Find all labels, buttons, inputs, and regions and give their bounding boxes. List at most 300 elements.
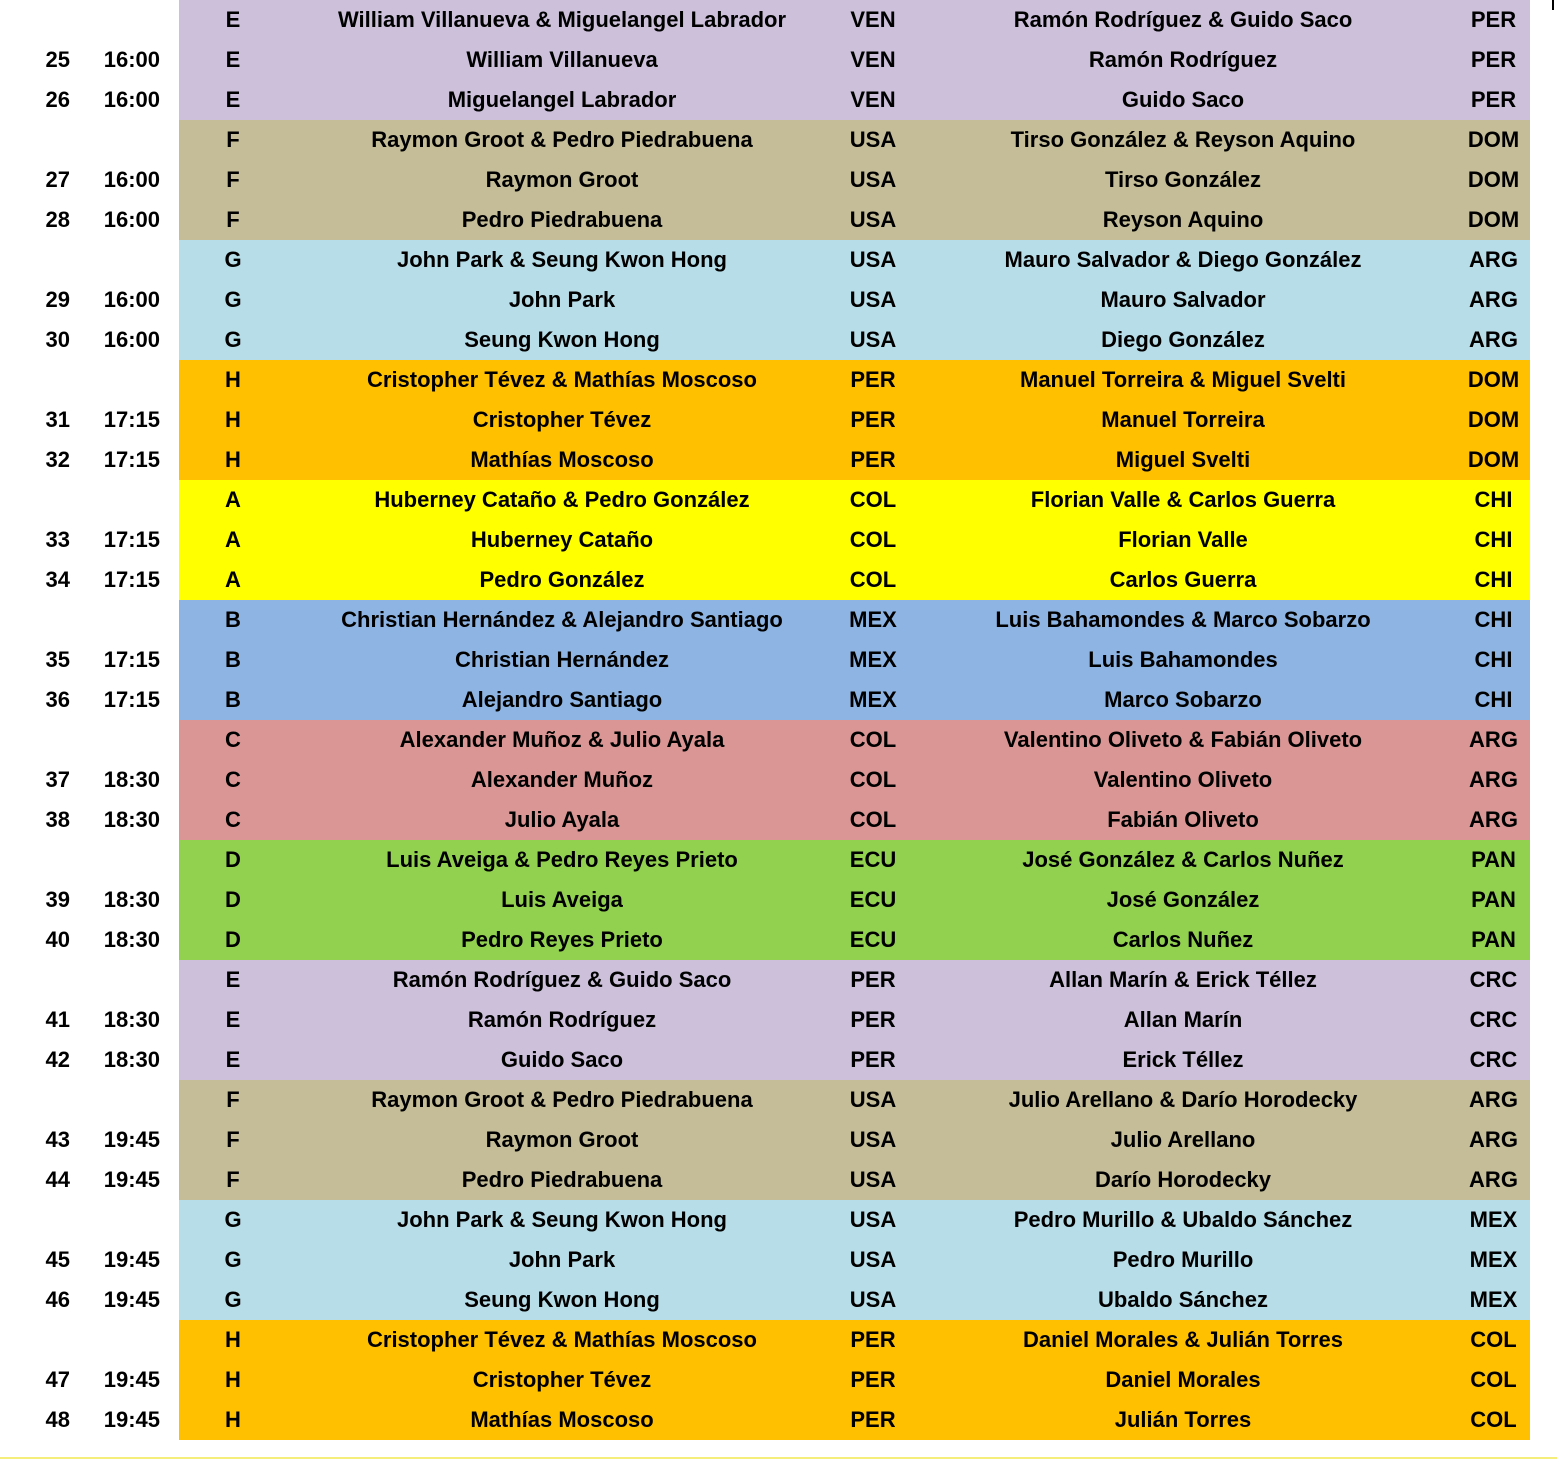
group-letter: B — [225, 607, 241, 632]
group-letter-cell — [179, 640, 287, 680]
player-2-name: Daniel Morales — [1105, 1367, 1261, 1392]
group-letter: G — [224, 247, 242, 272]
player-2-country: ARG — [1469, 287, 1518, 312]
match-number-cell — [0, 1080, 70, 1120]
player-1-name: Raymon Groot & Pedro Piedrabuena — [371, 127, 753, 152]
match-number-cell — [0, 400, 70, 440]
match-time: 16:00 — [103, 167, 160, 192]
player-1-name-cell — [287, 0, 837, 40]
player-2-country-cell — [1457, 240, 1530, 280]
player-2-name-cell — [909, 240, 1457, 280]
match-time-cell — [70, 80, 179, 120]
player-2-name-cell — [909, 600, 1457, 640]
player-2-country: DOM — [1467, 207, 1520, 232]
player-2-name-cell — [909, 560, 1457, 600]
player-2-country-cell — [1457, 1200, 1530, 1240]
player-2-name: Allan Marín — [1123, 1007, 1243, 1032]
match-row — [0, 1320, 1530, 1360]
player-2-name: Tirso González — [1104, 167, 1262, 192]
match-time: 17:15 — [103, 447, 160, 472]
player-1-country: USA — [849, 1247, 897, 1272]
group-letter-cell — [179, 1160, 287, 1200]
group-letter: E — [225, 87, 241, 112]
match-row — [0, 1360, 1530, 1400]
match-row — [0, 880, 1530, 920]
group-letter: C — [225, 807, 241, 832]
match-row — [0, 400, 1530, 440]
match-time-cell — [70, 320, 179, 360]
player-1-country: PER — [850, 1007, 896, 1032]
player-1-name-cell — [287, 600, 837, 640]
player-1-country: MEX — [849, 607, 897, 632]
match-time: 19:45 — [103, 1167, 160, 1192]
player-2-name: Fabián Oliveto — [1107, 807, 1259, 832]
group-letter: F — [226, 1167, 240, 1192]
match-number: 36 — [45, 687, 70, 712]
group-letter: G — [224, 1207, 242, 1232]
player-2-country-cell — [1457, 0, 1530, 40]
match-time: 18:30 — [103, 927, 160, 952]
match-time: 16:00 — [103, 207, 160, 232]
player-1-country-cell — [837, 160, 909, 200]
player-2-country-cell — [1457, 920, 1530, 960]
match-time-cell — [70, 520, 179, 560]
match-number-cell — [0, 560, 70, 600]
player-2-name: Marco Sobarzo — [1104, 687, 1262, 712]
player-2-name: Florian Valle — [1118, 527, 1248, 552]
player-2-country: CHI — [1474, 527, 1513, 552]
player-2-country-cell — [1457, 1400, 1530, 1440]
player-2-country-cell — [1457, 800, 1530, 840]
player-2-country-cell — [1457, 560, 1530, 600]
player-2-name: Valentino Oliveto — [1093, 767, 1273, 792]
group-letter-cell — [179, 1280, 287, 1320]
player-1-name-cell — [287, 1240, 837, 1280]
group-letter: A — [225, 567, 241, 592]
match-number: 32 — [45, 447, 70, 472]
player-2-country: DOM — [1467, 407, 1520, 432]
match-number: 47 — [45, 1367, 70, 1392]
match-row — [0, 920, 1530, 960]
player-1-name: Raymon Groot — [485, 1127, 639, 1152]
player-1-country: COL — [849, 487, 897, 512]
player-1-country: USA — [849, 1127, 897, 1152]
match-time: 19:45 — [103, 1127, 160, 1152]
group-letter-cell — [179, 120, 287, 160]
player-2-country-cell — [1457, 680, 1530, 720]
match-row — [0, 1120, 1530, 1160]
group-letter: H — [225, 1367, 241, 1392]
group-letter: H — [225, 1327, 241, 1352]
match-number: 48 — [45, 1407, 70, 1432]
match-time: 18:30 — [103, 1007, 160, 1032]
player-2-country: MEX — [1469, 1247, 1518, 1272]
group-letter: F — [226, 1087, 240, 1112]
player-1-name: John Park — [508, 1247, 616, 1272]
match-number-cell — [0, 1280, 70, 1320]
match-row — [0, 720, 1530, 760]
player-2-country-cell — [1457, 120, 1530, 160]
player-1-country-cell — [837, 240, 909, 280]
match-row — [0, 480, 1530, 520]
match-number: 43 — [45, 1127, 70, 1152]
player-1-country-cell — [837, 40, 909, 80]
player-1-name-cell — [287, 800, 837, 840]
player-1-name-cell — [287, 400, 837, 440]
player-1-name: Huberney Cataño & Pedro González — [374, 487, 750, 512]
player-1-name-cell — [287, 320, 837, 360]
player-2-country: PER — [1470, 47, 1517, 72]
player-2-country: DOM — [1467, 167, 1520, 192]
match-time-cell — [70, 720, 179, 760]
player-2-name: Ramón Rodríguez — [1088, 47, 1278, 72]
match-time: 19:45 — [103, 1287, 160, 1312]
player-1-country: USA — [849, 247, 897, 272]
match-number-cell — [0, 680, 70, 720]
player-1-name-cell — [287, 680, 837, 720]
player-2-name-cell — [909, 440, 1457, 480]
player-2-country-cell — [1457, 840, 1530, 880]
group-letter: E — [225, 1007, 241, 1032]
player-1-country: PER — [850, 1327, 896, 1352]
player-1-name: Luis Aveiga & Pedro Reyes Prieto — [386, 847, 738, 872]
group-letter-cell — [179, 1320, 287, 1360]
group-letter: C — [225, 767, 241, 792]
player-2-name-cell — [909, 1040, 1457, 1080]
player-2-name-cell — [909, 120, 1457, 160]
player-2-name-cell — [909, 1400, 1457, 1440]
player-2-country: ARG — [1469, 1167, 1518, 1192]
player-1-name-cell — [287, 1320, 837, 1360]
group-letter-cell — [179, 280, 287, 320]
player-1-country: COL — [849, 807, 897, 832]
match-row — [0, 1000, 1530, 1040]
player-1-country-cell — [837, 1200, 909, 1240]
match-number-cell — [0, 720, 70, 760]
player-1-country-cell — [837, 1000, 909, 1040]
match-time: 19:45 — [103, 1367, 160, 1392]
match-row — [0, 680, 1530, 720]
player-1-country: USA — [849, 287, 897, 312]
player-2-country: CRC — [1469, 1047, 1518, 1072]
group-letter: D — [225, 887, 241, 912]
player-2-name: Daniel Morales & Julián Torres — [1023, 1327, 1343, 1352]
player-1-country-cell — [837, 320, 909, 360]
player-2-country: COL — [1470, 1327, 1517, 1352]
group-letter-cell — [179, 320, 287, 360]
match-row — [0, 320, 1530, 360]
match-number-cell — [0, 440, 70, 480]
group-letter: F — [226, 207, 240, 232]
match-number-cell — [0, 80, 70, 120]
match-number: 31 — [45, 407, 70, 432]
player-1-country-cell — [837, 560, 909, 600]
match-time: 19:45 — [103, 1247, 160, 1272]
player-2-country: CHI — [1474, 687, 1513, 712]
player-2-name: Reyson Aquino — [1102, 207, 1264, 232]
player-2-name-cell — [909, 720, 1457, 760]
match-time: 16:00 — [103, 87, 160, 112]
match-row — [0, 1160, 1530, 1200]
player-2-country-cell — [1457, 360, 1530, 400]
player-1-name-cell — [287, 1120, 837, 1160]
player-2-name-cell — [909, 40, 1457, 80]
group-letter-cell — [179, 1080, 287, 1120]
player-1-country: USA — [849, 1287, 897, 1312]
match-number-cell — [0, 120, 70, 160]
match-time: 18:30 — [103, 767, 160, 792]
player-2-name-cell — [909, 1320, 1457, 1360]
match-row — [0, 440, 1530, 480]
group-letter-cell — [179, 1240, 287, 1280]
match-number-cell — [0, 1360, 70, 1400]
player-2-country: ARG — [1469, 1087, 1518, 1112]
match-row — [0, 1400, 1530, 1440]
edge-mark — [1552, 0, 1554, 10]
player-1-name: Christian Hernández — [455, 647, 669, 672]
player-1-name: Cristopher Tévez — [472, 407, 652, 432]
match-row — [0, 240, 1530, 280]
match-time-cell — [70, 960, 179, 1000]
player-1-country-cell — [837, 600, 909, 640]
match-number-cell — [0, 360, 70, 400]
player-1-name: Seung Kwon Hong — [464, 1287, 660, 1312]
match-row — [0, 520, 1530, 560]
match-time-cell — [70, 440, 179, 480]
player-1-name-cell — [287, 440, 837, 480]
player-1-country: VEN — [850, 7, 896, 32]
group-letter: B — [225, 647, 241, 672]
player-1-country: ECU — [849, 847, 897, 872]
match-time-cell — [70, 480, 179, 520]
player-1-country-cell — [837, 960, 909, 1000]
player-2-name: Erick Téllez — [1122, 1047, 1244, 1072]
match-time-cell — [70, 800, 179, 840]
match-number: 33 — [45, 527, 70, 552]
match-time: 18:30 — [103, 887, 160, 912]
group-letter-cell — [179, 360, 287, 400]
player-1-country: ECU — [849, 927, 897, 952]
match-row — [0, 280, 1530, 320]
match-number-cell — [0, 1000, 70, 1040]
player-2-name-cell — [909, 1000, 1457, 1040]
player-2-country: CRC — [1469, 967, 1518, 992]
group-letter-cell — [179, 720, 287, 760]
player-1-country: USA — [849, 127, 897, 152]
player-2-name-cell — [909, 520, 1457, 560]
player-1-country: ECU — [849, 887, 897, 912]
match-number-cell — [0, 840, 70, 880]
player-1-name-cell — [287, 240, 837, 280]
player-2-name: Valentino Oliveto & Fabián Oliveto — [1003, 727, 1363, 752]
match-number: 35 — [45, 647, 70, 672]
player-2-name: Allan Marín & Erick Téllez — [1049, 967, 1317, 992]
player-2-country-cell — [1457, 880, 1530, 920]
player-1-name: Ramón Rodríguez — [467, 1007, 657, 1032]
group-letter-cell — [179, 520, 287, 560]
match-number-cell — [0, 160, 70, 200]
match-row — [0, 160, 1530, 200]
player-1-country-cell — [837, 1400, 909, 1440]
group-letter-cell — [179, 880, 287, 920]
player-1-country: COL — [849, 527, 897, 552]
player-1-name-cell — [287, 160, 837, 200]
player-1-country-cell — [837, 1120, 909, 1160]
player-2-name-cell — [909, 360, 1457, 400]
player-1-name: John Park & Seung Kwon Hong — [396, 1207, 727, 1232]
group-letter: A — [225, 527, 241, 552]
player-1-name: Pedro Reyes Prieto — [461, 927, 663, 952]
player-2-name-cell — [909, 1200, 1457, 1240]
player-2-name-cell — [909, 160, 1457, 200]
player-1-name-cell — [287, 1200, 837, 1240]
player-1-country-cell — [837, 520, 909, 560]
match-number-cell — [0, 800, 70, 840]
player-1-name-cell — [287, 80, 837, 120]
group-letter: H — [225, 407, 241, 432]
match-time-cell — [70, 760, 179, 800]
player-1-country-cell — [837, 640, 909, 680]
player-2-country: PAN — [1471, 927, 1516, 952]
player-2-name-cell — [909, 0, 1457, 40]
match-number-cell — [0, 520, 70, 560]
player-2-name-cell — [909, 1120, 1457, 1160]
group-letter-cell — [179, 920, 287, 960]
group-letter: B — [225, 687, 241, 712]
player-2-name-cell — [909, 920, 1457, 960]
player-2-name-cell — [909, 320, 1457, 360]
player-2-name-cell — [909, 800, 1457, 840]
match-number-cell — [0, 1240, 70, 1280]
match-time-cell — [70, 1080, 179, 1120]
player-2-name: José González & Carlos Nuñez — [1022, 847, 1344, 872]
match-row — [0, 0, 1530, 40]
player-2-country-cell — [1457, 280, 1530, 320]
match-row — [0, 1280, 1530, 1320]
match-number: 30 — [45, 327, 70, 352]
match-row — [0, 120, 1530, 160]
group-letter-cell — [179, 80, 287, 120]
match-number: 40 — [45, 927, 70, 952]
player-2-country: CHI — [1474, 607, 1513, 632]
group-letter-cell — [179, 1360, 287, 1400]
group-letter-cell — [179, 760, 287, 800]
match-number-cell — [0, 0, 70, 40]
group-letter-cell — [179, 1200, 287, 1240]
player-1-name-cell — [287, 1400, 837, 1440]
group-letter-cell — [179, 600, 287, 640]
match-number: 29 — [45, 287, 70, 312]
player-1-country: VEN — [850, 47, 896, 72]
match-row — [0, 800, 1530, 840]
group-letter: G — [224, 327, 242, 352]
player-2-country: ARG — [1469, 1127, 1518, 1152]
player-2-country-cell — [1457, 40, 1530, 80]
match-time: 16:00 — [103, 327, 160, 352]
group-letter-cell — [179, 160, 287, 200]
match-number: 27 — [45, 167, 70, 192]
player-2-name-cell — [909, 400, 1457, 440]
group-letter: E — [225, 7, 241, 32]
group-letter: A — [225, 487, 241, 512]
match-row — [0, 1200, 1530, 1240]
player-2-name: Carlos Nuñez — [1112, 927, 1254, 952]
group-letter-cell — [179, 400, 287, 440]
match-number: 39 — [45, 887, 70, 912]
match-time-cell — [70, 640, 179, 680]
player-1-country-cell — [837, 120, 909, 160]
match-time: 16:00 — [103, 47, 160, 72]
match-number-cell — [0, 1040, 70, 1080]
group-letter: F — [226, 127, 240, 152]
player-1-name: Christian Hernández & Alejandro Santiago — [341, 607, 783, 632]
match-number-cell — [0, 1400, 70, 1440]
group-letter-cell — [179, 1120, 287, 1160]
group-letter: H — [225, 447, 241, 472]
player-1-name-cell — [287, 200, 837, 240]
match-number-cell — [0, 920, 70, 960]
match-number: 42 — [45, 1047, 70, 1072]
player-2-name: José González — [1106, 887, 1260, 912]
player-2-country: ARG — [1469, 247, 1518, 272]
player-2-country-cell — [1457, 1120, 1530, 1160]
player-2-name-cell — [909, 200, 1457, 240]
match-number-cell — [0, 1320, 70, 1360]
match-number-cell — [0, 40, 70, 80]
player-2-country-cell — [1457, 1240, 1530, 1280]
player-2-country: DOM — [1467, 367, 1520, 392]
match-time: 17:15 — [103, 687, 160, 712]
match-number-cell — [0, 1200, 70, 1240]
match-number: 37 — [45, 767, 70, 792]
match-time: 17:15 — [103, 527, 160, 552]
player-1-name: Raymon Groot & Pedro Piedrabuena — [371, 1087, 753, 1112]
group-letter-cell — [179, 1000, 287, 1040]
player-2-country-cell — [1457, 200, 1530, 240]
player-2-name: Luis Bahamondes & Marco Sobarzo — [995, 607, 1371, 632]
player-2-country-cell — [1457, 320, 1530, 360]
group-letter: G — [224, 1287, 242, 1312]
match-row — [0, 360, 1530, 400]
player-2-name-cell — [909, 880, 1457, 920]
match-time-cell — [70, 840, 179, 880]
match-time: 18:30 — [103, 1047, 160, 1072]
match-time-cell — [70, 40, 179, 80]
group-letter: H — [225, 367, 241, 392]
player-1-name-cell — [287, 1000, 837, 1040]
player-1-country-cell — [837, 1360, 909, 1400]
player-1-country-cell — [837, 200, 909, 240]
match-time-cell — [70, 360, 179, 400]
match-time-cell — [70, 1120, 179, 1160]
match-time-cell — [70, 600, 179, 640]
player-1-name: Julio Ayala — [504, 807, 620, 832]
player-1-country: PER — [850, 367, 896, 392]
player-1-country: PER — [850, 1367, 896, 1392]
match-time-cell — [70, 120, 179, 160]
match-row — [0, 1080, 1530, 1120]
match-number-cell — [0, 320, 70, 360]
player-2-name-cell — [909, 1280, 1457, 1320]
player-2-country-cell — [1457, 1000, 1530, 1040]
match-number: 26 — [45, 87, 70, 112]
player-1-country: USA — [849, 327, 897, 352]
player-2-name-cell — [909, 480, 1457, 520]
match-time-cell — [70, 880, 179, 920]
match-number-cell — [0, 880, 70, 920]
player-1-country: PER — [850, 1407, 896, 1432]
player-1-name: Huberney Cataño — [470, 527, 654, 552]
